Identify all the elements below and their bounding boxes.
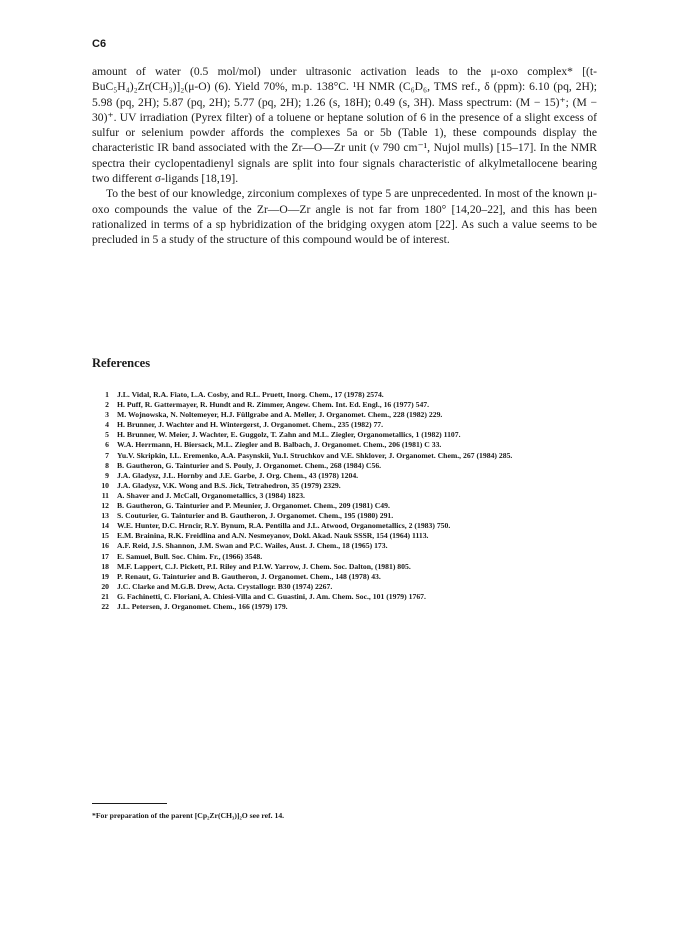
reference-number: 7 <box>105 450 109 460</box>
reference-item <box>92 501 587 511</box>
reference-number: 11 <box>101 490 109 500</box>
reference-number: 6 <box>105 440 109 450</box>
reference-number: 16 <box>101 541 109 551</box>
reference-number: 15 <box>101 531 109 541</box>
reference-item <box>92 400 587 410</box>
reference-number: 10 <box>101 480 109 490</box>
reference-number: 13 <box>101 511 109 521</box>
reference-number: 17 <box>101 551 109 561</box>
reference-text: A.F. Reid, J.S. Shannon, J.M. Swan and P.C. Wailes, Aust. J. Chem., 18 (1965) 173. <box>117 541 388 551</box>
reference-text: E. Samuel, Bull. Soc. Chim. Fr., (1966) 3548. <box>117 551 263 561</box>
reference-text: Yu.V. Skripkin, I.L. Eremenko, A.A. Pasynskii, Yu.I. Struchkov and V.E. Shklover, J. Organomet. Chem., 267 (1984) 285. <box>117 450 513 460</box>
reference-number: 14 <box>101 521 109 531</box>
reference-item <box>92 582 587 592</box>
reference-number: 8 <box>105 460 109 470</box>
reference-number: 18 <box>101 561 109 571</box>
reference-number: 4 <box>105 420 109 430</box>
reference-item <box>92 541 587 551</box>
reference-number: 3 <box>105 410 109 420</box>
reference-item <box>92 390 587 400</box>
reference-item <box>92 410 587 420</box>
reference-number: 12 <box>101 501 109 511</box>
reference-item <box>92 481 587 491</box>
reference-number: 19 <box>101 571 109 581</box>
reference-text: S. Couturier, G. Tainturier and B. Gautheron, J. Organomet. Chem., 195 (1980) 291. <box>117 511 394 521</box>
reference-item <box>92 511 587 521</box>
reference-item <box>92 572 587 582</box>
reference-item <box>92 602 587 612</box>
reference-text: B. Gautheron, G. Tainturier and P. Meunier, J. Organomet. Chem., 209 (1981) C49. <box>117 501 390 511</box>
reference-item <box>92 521 587 531</box>
reference-text: J.L. Vidal, R.A. Fiato, L.A. Cosby, and R.L. Pruett, Inorg. Chem., 17 (1978) 2574. <box>117 390 384 399</box>
reference-number: 20 <box>101 581 109 591</box>
reference-item <box>92 592 587 602</box>
footnote-rule <box>92 803 167 804</box>
footnote: *For preparation of the parent [Cp₂Zr(CH₃)]₂O see ref. 14. <box>92 811 285 820</box>
reference-text: A. Shaver and J. McCall, Organometallics, 3 (1984) 1823. <box>117 490 305 500</box>
reference-item <box>92 451 587 461</box>
reference-text: B. Gautheron, G. Tainturier and S. Pouly, J. Organomet. Chem., 268 (1984) C56. <box>117 460 382 470</box>
reference-number: 9 <box>105 470 109 480</box>
reference-text: M. Wojnowska, N. Noltemeyer, H.J. Füllgrabe and A. Meller, J. Organomet. Chem., 228 (1982) 229. <box>117 410 443 420</box>
reference-text: G. Fachinetti, C. Floriani, A. Chiesi-Villa and C. Guastini, J. Am. Chem. Soc., 101 (1979) 1767. <box>117 591 426 601</box>
reference-number: 21 <box>101 591 109 601</box>
paragraph: amount of water (0.5 mol/mol) under ultrasonic activation leads to the μ-oxo complex* [(t-BuC₅H₄)₂Zr(CH₃)]₂(μ-O) (6). Yield 70%, m.p. 138°C. ¹H NMR (C₆D₆, TMS ref., δ (ppm): 6.10 (pq, 2H); 5.98 (pq, 2H); 5.87 (pq, 2H); 5.77 (pq, 2H); 1.26 (s, 18H); 0.49 (s, 3H). Mass spectrum: (M − 15)⁺; (M − 30)⁺. UV irradiation (Pyrex filter) of a toluene or heptane solution of 6 in the presence of a slight excess of sulfur or selenium powder affords the complexes 5a or 5b (Table 1), these compounds display the characteristic IR band associated with the Zr—O—Zr unit (ν 790 cm⁻¹, Nujol mulls) [15–17]. In the NMR spectra their cyclopentadienyl signals are split into four signals characteristic of alkylmetallocene bearing two different σ-ligands [18,19]. <box>92 65 597 186</box>
reference-text: E.M. Brainina, R.K. Freidlina and A.N. Nesmeyanov, Dokl. Akad. Nauk SSSR, 154 (1964) 1113. <box>117 531 429 541</box>
references-list <box>92 390 587 612</box>
reference-item <box>92 491 587 501</box>
reference-text: J.A. Gladysz, J.L. Hornby and J.E. Garbe, J. Org. Chem., 43 (1978) 1204. <box>117 470 359 480</box>
reference-text: W.A. Herrmann, H. Biersack, M.L. Ziegler and B. Balbach, J. Organomet. Chem., 206 (1981) C 33. <box>117 440 442 450</box>
reference-item <box>92 471 587 481</box>
reference-text: W.E. Hunter, D.C. Hrncir, R.Y. Bynum, R.A. Pentilla and J.L. Atwood, Organometallics, 2 (1983) 750. <box>117 521 451 531</box>
reference-text: H. Puff, R. Gattermayer, R. Hundt and R. Zimmer, Angew. Chem. Int. Ed. Engl., 16 (1977) 547. <box>117 400 430 410</box>
reference-number: 22 <box>101 601 109 611</box>
reference-item <box>92 531 587 541</box>
body-text <box>92 64 597 248</box>
reference-text: H. Brunner, W. Meier, J. Wachter, E. Guggolz, T. Zahn and M.L. Ziegler, Organometallics, 1 (1982) 1107. <box>117 430 461 440</box>
reference-text: M.F. Lappert, C.J. Pickett, P.I. Riley and P.I.W. Yarrow, J. Chem. Soc. Dalton, (1981) 805. <box>117 561 411 571</box>
reference-item <box>92 552 587 562</box>
reference-text: J.C. Clarke and M.G.B. Drew, Acta. Crystallogr. B30 (1974) 2267. <box>117 581 333 591</box>
references-heading: References <box>92 356 151 370</box>
page-number: C6 <box>92 38 107 50</box>
reference-text: J.L. Petersen, J. Organomet. Chem., 166 (1979) 179. <box>117 601 288 611</box>
reference-item <box>92 562 587 572</box>
reference-text: H. Brunner, J. Wachter and H. Wintergerst, J. Organomet. Chem., 235 (1982) 77. <box>117 420 384 430</box>
reference-item <box>92 461 587 471</box>
reference-number: 2 <box>105 400 109 410</box>
reference-text: J.A. Gladysz, V.K. Wong and B.S. Jick, Tetrahedron, 35 (1979) 2329. <box>117 480 341 490</box>
reference-number: 1 <box>105 390 109 399</box>
reference-item <box>92 430 587 440</box>
reference-text: P. Renaut, G. Tainturier and B. Gautheron, J. Organomet. Chem., 148 (1978) 43. <box>117 571 381 581</box>
reference-item <box>92 420 587 430</box>
reference-number: 5 <box>105 430 109 440</box>
paragraph: To the best of our knowledge, zirconium complexes of type 5 are unprecedented. In most of the known μ-oxo compounds the value of the Zr—O—Zr angle is not far from 180° [14,20–22], and this has been rationalized in terms of a sp hybridization of the bridging oxygen atom [22]. As such a value seems to be precluded in 5 a study of the structure of this compound would be of interest. <box>92 187 597 247</box>
reference-item <box>92 440 587 450</box>
